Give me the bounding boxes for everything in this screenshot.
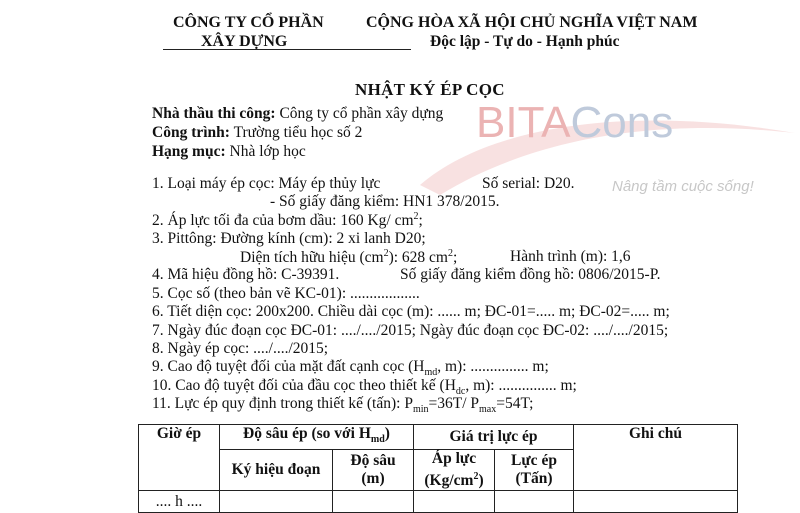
cell-depth	[333, 491, 414, 513]
line-9-end: , m): ............... m;	[437, 358, 549, 375]
cell-time: .... h ....	[139, 491, 220, 513]
contractor-value: Công ty cổ phần xây dựng	[279, 105, 444, 122]
line-3b	[240, 248, 457, 267]
line-4b: Số giấy đăng kiểm đồng hồ: 0806/2015-P.	[400, 266, 661, 283]
line-9-sub: md	[424, 367, 438, 379]
col-pressure-end: )	[478, 472, 484, 490]
page-title: NHẬT KÝ ÉP CỌC	[355, 80, 505, 99]
col-depth-m-line1: Độ sâu	[350, 452, 396, 470]
line-1a: 1. Loại máy ép cọc: Máy ép thủy lực	[152, 175, 381, 192]
line-11-mid: =36T/ P	[428, 395, 480, 412]
item-value: Nhà lớp học	[229, 143, 306, 160]
line-4a: 4. Mã hiệu đồng hồ: C-39391.	[152, 266, 340, 283]
col-ton-header	[495, 450, 574, 491]
company-line1: CÔNG TY CỔ PHẦN	[173, 14, 324, 31]
company-underline	[163, 49, 411, 50]
cell-note	[574, 491, 738, 513]
cell-pressure	[414, 491, 495, 513]
line-9	[152, 358, 549, 378]
table-header-row	[139, 425, 738, 450]
cell-ton	[495, 491, 574, 513]
col-ton-line2: (Tấn)	[515, 470, 553, 488]
col-note-header: Ghi chú	[574, 425, 738, 491]
line-6: 6. Tiết diện cọc: 200x200. Chiều dài cọc (m): ...... m; ĐC-01=..... m; ĐC-02=..... m;	[152, 303, 670, 320]
col-segment-header: Ký hiệu đoạn	[220, 450, 333, 491]
project-row	[152, 124, 362, 142]
line-3c: Hành trình (m): 1,6	[510, 248, 631, 265]
line-1c: - Số giấy đăng kiểm: HN1 378/2015.	[270, 193, 500, 210]
line-9-text: 9. Cao độ tuyệt đối của mặt đất cạnh cọc (H	[152, 358, 425, 375]
line-2-sup: 2	[413, 211, 419, 222]
item-row	[152, 143, 306, 161]
line-11	[152, 395, 533, 415]
watermark-brand	[476, 98, 673, 148]
col-depth-header-sub: md	[370, 434, 385, 446]
col-depth-m-header	[333, 450, 414, 491]
line-1b: Số serial: D20.	[482, 175, 575, 192]
contractor-row	[152, 105, 443, 123]
contractor-label: Nhà thầu thi công:	[152, 105, 276, 122]
watermark-brand-left: BITA	[476, 98, 571, 147]
col-ton-line1: Lực ép	[511, 452, 557, 470]
col-time-header: Giờ ép	[139, 425, 220, 491]
col-pressure-line1: Áp lực	[431, 450, 477, 468]
nation-line2: Độc lập - Tự do - Hạnh phúc	[430, 33, 620, 50]
line-5: 5. Cọc số (theo bản vẽ KC-01): ..................	[152, 285, 420, 302]
cell-segment	[220, 491, 333, 513]
watermark-brand-right: Cons	[570, 98, 674, 147]
line-3b-end: ;	[452, 249, 458, 267]
col-force-header: Giá trị lực ép	[414, 425, 574, 450]
item-label: Hạng mục:	[152, 143, 226, 160]
line-3b-text: Diện tích hữu hiệu (cm	[240, 249, 384, 267]
project-value: Trường tiểu học số 2	[233, 124, 363, 141]
line-10-sub: dc	[455, 386, 466, 398]
col-pressure-sup: 2	[473, 471, 479, 483]
line-11-text: 11. Lực ép quy định trong thiết kế (tấn): P	[152, 395, 413, 412]
line-2	[152, 211, 423, 230]
nation-line1: CỘNG HÒA XÃ HỘI CHỦ NGHĨA VIỆT NAM	[366, 14, 698, 31]
line-11-sub-max: max	[479, 404, 497, 416]
line-7: 7. Ngày đúc đoạn cọc ĐC-01: ..../..../2015; Ngày đúc đoạn cọc ĐC-02: ..../..../2015;	[152, 322, 669, 339]
line-3b-mid: ): 628 cm	[388, 249, 448, 267]
line-11-end: =54T;	[496, 395, 534, 412]
line-2-end: ;	[418, 212, 423, 230]
table-row	[139, 491, 738, 513]
line-8: 8. Ngày ép cọc: ..../..../2015;	[152, 340, 329, 357]
col-depth-header	[220, 425, 414, 450]
line-10-end: , m): ............... m;	[465, 377, 577, 394]
company-line2: XÂY DỰNG	[201, 33, 288, 50]
line-3a: 3. Pittông: Đường kính (cm): 2 xi lanh D20;	[152, 230, 426, 247]
col-pressure-header	[414, 450, 495, 491]
line-2-text: 2. Áp lực tối đa của bơm dầu: 160 Kg/ cm	[152, 212, 414, 230]
line-11-sub-min: min	[412, 404, 429, 416]
line-10-text: 10. Cao độ tuyệt đối của đầu cọc theo thiết kế (H	[152, 377, 456, 394]
col-depth-header-end: )	[384, 425, 390, 442]
line-3b-sup2: 2	[447, 248, 453, 259]
col-pressure-unit: (Kg/cm	[424, 472, 474, 490]
watermark-slogan: Nâng tầm cuộc sống!	[612, 178, 754, 195]
project-label: Công trình:	[152, 124, 230, 141]
col-pressure-line2	[414, 468, 494, 490]
col-depth-header-text: Độ sâu ép (so với H	[243, 425, 371, 442]
col-depth-m-line2: (m)	[361, 470, 385, 488]
line-3b-sup: 2	[383, 248, 389, 259]
